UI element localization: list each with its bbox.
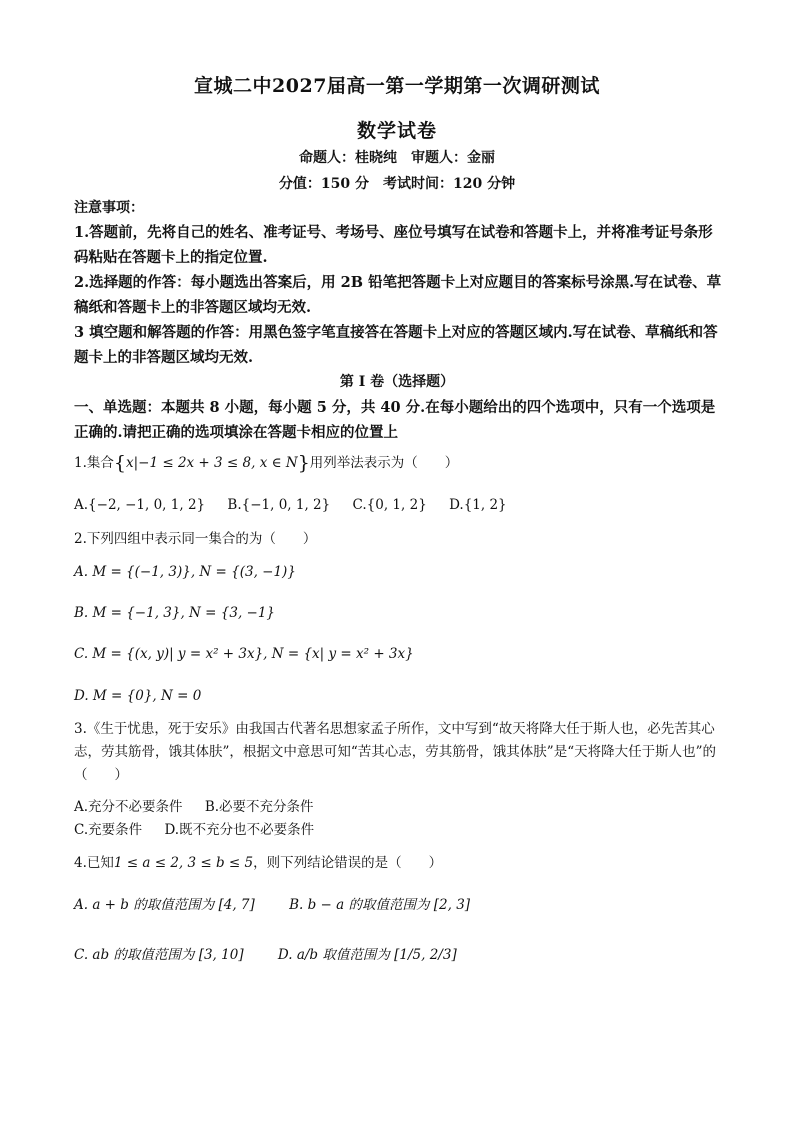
q4-option-b: B. b − a 的取值范围为 [2, 3] <box>289 897 471 913</box>
q4-suffix: ，则下列结论错误的是（ ） <box>253 855 443 871</box>
part-heading: 一、单选题：本题共 8 小题，每小题 5 分，共 40 分.在每小题给出的四个选项中，只有一个选项是正确的.请把正确的选项填涂在答题卡相应的位置上 <box>74 399 716 441</box>
q4-options-row2 <box>74 944 724 967</box>
q1-suffix: 用列举法表示为（ ） <box>309 455 459 471</box>
q3-option-b: B.必要不充分条件 <box>204 799 314 815</box>
q4-condition: 1 ≤ a ≤ 2, 3 ≤ b ≤ 5 <box>113 855 254 871</box>
exam-title: 宣城二中2027届高一第一学期第一次调研测试 <box>194 75 600 97</box>
q3-options-row2 <box>74 819 724 842</box>
q2-option-b: B. M = {−1, 3}, N = {3, −1} <box>74 605 276 621</box>
q3-option-d: D.既不充分也不必要条件 <box>164 822 315 838</box>
q4-option-d: D. a/b 取值范围为 [1/5, 2/3] <box>277 947 457 963</box>
section-heading: 第 I 卷（选择题） <box>339 374 455 390</box>
question-4 <box>74 852 724 875</box>
question-2: 2.下列四组中表示同一集合的为（ ） <box>74 531 317 547</box>
authors-line: 命题人：桂晓纯 审题人：金丽 <box>299 150 495 166</box>
q4-option-a: A. a + b 的取值范围为 [4, 7] <box>74 897 255 913</box>
q1-option-a: A.{−2, −1, 0, 1, 2} <box>74 497 206 513</box>
notes-heading: 注意事项： <box>74 200 144 216</box>
q2-option-d: D. M = {0}, N = 0 <box>74 688 202 704</box>
q1-options <box>74 494 724 517</box>
exam-time: 考试时间：120 分钟 <box>383 176 516 192</box>
note-item: 3 填空题和解答题的作答：用黑色签字笔直接答在答题卡上对应的答题区域内.写在试卷、草稿纸和答题卡上的非答题区域均无效. <box>74 324 718 366</box>
exam-subtitle: 数学试卷 <box>356 120 437 142</box>
note-item: 1.答题前，先将自己的姓名、准考证号、考场号、座位号填写在试卷和答题卡上，并将准考证号条形码粘贴在答题卡上的指定位置. <box>74 224 713 266</box>
q1-option-b: B.{−1, 0, 1, 2} <box>227 497 331 513</box>
q1-prefix: 1.集合 <box>74 455 114 471</box>
q2-option-a: A. M = {(−1, 3)}, N = {(3, −1)} <box>74 564 296 580</box>
q3-option-a: A.充分不必要条件 <box>74 799 183 815</box>
q2-option-c: C. M = {(x, y)| y = x² + 3x}, N = {x| y = x² + 3x} <box>74 646 414 662</box>
note-item: 2.选择题的作答：每小题选出答案后，用 2B 铅笔把答题卡上对应题目的答案标号涂黑.写在试卷、草稿纸和答题卡上的非答题区域均无效. <box>74 274 722 316</box>
q1-option-d: D.{1, 2} <box>449 497 507 513</box>
q4-options-row1 <box>74 894 724 917</box>
q3-option-c: C.充要条件 <box>74 822 143 838</box>
question-1: 1.集合{x|−1 ≤ 2x + 3 ≤ 8, x ∈ N}用列举法表示为（ ） <box>74 452 459 474</box>
score-time-line <box>0 173 794 193</box>
q4-prefix: 4.已知 <box>74 855 114 871</box>
score: 分值：150 分 <box>278 176 369 192</box>
q1-option-c: C.{0, 1, 2} <box>352 497 427 513</box>
q4-option-c: C. ab 的取值范围为 [3, 10] <box>74 947 244 963</box>
question-3: 3.《生于忧患，死于安乐》由我国古代著名思想家孟子所作，文中写到“故天将降大任于斯人也，必先苦其心志，劳其筋骨，饿其体肤”，根据文中意思可知“苦其心志，劳其筋骨，饿其体肤”是“天将降大任于斯人也”的（ ） <box>74 721 717 783</box>
q3-options-row1 <box>74 796 724 819</box>
q1-set: x|−1 ≤ 2x + 3 ≤ 8, x ∈ N <box>125 455 298 471</box>
